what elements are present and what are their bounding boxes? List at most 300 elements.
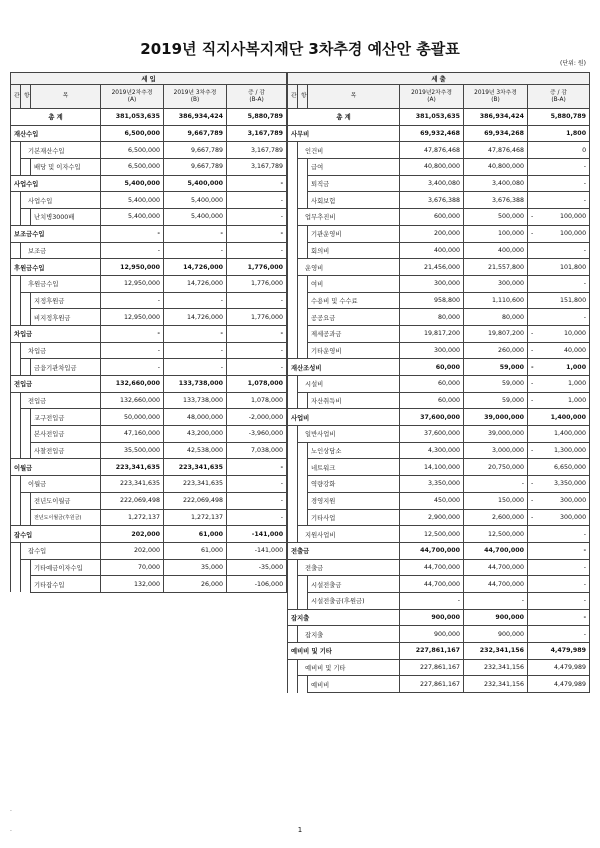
gwan-spacer xyxy=(288,292,298,309)
hang-label: 일반사업비 xyxy=(298,426,400,443)
gwan-spacer xyxy=(288,309,298,326)
hang-spacer xyxy=(21,576,31,593)
diff-amount xyxy=(227,242,287,259)
curr-amount: 14,726,000 xyxy=(164,275,227,292)
table-row xyxy=(288,209,590,226)
gwan-spacer xyxy=(11,576,21,593)
table-row xyxy=(288,509,590,526)
diff-value: 10,000 xyxy=(564,330,587,338)
table-row xyxy=(288,125,590,142)
diff-value: - xyxy=(583,313,587,321)
diff-value: - xyxy=(280,363,284,371)
gwan-spacer xyxy=(11,409,21,426)
curr-amount: 40,800,000 xyxy=(464,159,528,176)
hang-spacer xyxy=(21,442,31,459)
hang-label: 이월금 xyxy=(21,476,101,493)
curr-amount: 232,341,156 xyxy=(464,643,528,660)
col-prev: 2019년2차추경 (A) xyxy=(101,85,164,109)
hang-spacer xyxy=(298,175,308,192)
diff-value: 0 xyxy=(582,146,587,154)
diff-amount xyxy=(227,125,287,142)
diff-value: 300,000 xyxy=(560,497,587,505)
diff-value: 1,800 xyxy=(566,130,587,138)
hang-spacer xyxy=(298,225,308,242)
mok-label: 사회보험 xyxy=(308,192,400,209)
diff-value: - xyxy=(280,346,284,354)
diff-amount xyxy=(528,659,590,676)
diff-amount xyxy=(227,309,287,326)
mok-label: 배당 및 이자수입 xyxy=(31,159,101,176)
table-row xyxy=(11,426,287,443)
minus-sign: - xyxy=(531,330,534,338)
diff-value: 4,479,989 xyxy=(554,664,587,672)
prev-amount: 600,000 xyxy=(400,209,464,226)
mok-label: 전년도이월금 xyxy=(31,492,101,509)
hang-label: 사업수입 xyxy=(21,192,101,209)
curr-amount: 222,069,498 xyxy=(164,492,227,509)
gwan-spacer xyxy=(288,376,298,393)
table-row xyxy=(288,609,590,626)
curr-amount: 61,000 xyxy=(164,526,227,543)
mok-label: 기타잡수입 xyxy=(31,576,101,593)
curr-amount: 5,400,000 xyxy=(164,192,227,209)
prev-amount: 900,000 xyxy=(400,609,464,626)
prev-amount: - xyxy=(101,359,164,376)
curr-amount: 386,934,424 xyxy=(164,109,227,126)
col-mok: 목 xyxy=(31,85,101,109)
hang-label: 지원사업비 xyxy=(298,526,400,543)
diff-amount xyxy=(528,492,590,509)
curr-amount: 9,667,789 xyxy=(164,159,227,176)
diff-amount xyxy=(227,426,287,443)
curr-amount: 900,000 xyxy=(464,609,528,626)
table-row xyxy=(11,542,287,559)
diff-value: 5,880,789 xyxy=(550,113,587,121)
diff-amount xyxy=(528,576,590,593)
diff-amount xyxy=(227,209,287,226)
gwan-label: 잡수입 xyxy=(11,526,101,543)
hang-spacer xyxy=(21,159,31,176)
unit-label: (단위: 원) xyxy=(560,60,586,67)
prev-amount: 37,600,000 xyxy=(400,426,464,443)
gwan-spacer xyxy=(288,659,298,676)
diff-amount xyxy=(528,426,590,443)
prev-amount: 2,900,000 xyxy=(400,509,464,526)
diff-amount xyxy=(227,459,287,476)
diff-value: 300,000 xyxy=(560,513,587,521)
hang-label: 운영비 xyxy=(298,259,400,276)
prev-amount: 223,341,635 xyxy=(101,476,164,493)
curr-amount: - xyxy=(164,225,227,242)
prev-amount: 4,300,000 xyxy=(400,442,464,459)
curr-amount: 39,000,000 xyxy=(464,409,528,426)
diff-value: 3,167,789 xyxy=(247,130,284,138)
hang-spacer xyxy=(298,492,308,509)
mok-label: 급여 xyxy=(308,159,400,176)
curr-amount: - xyxy=(164,359,227,376)
mok-label: 노인상담소 xyxy=(308,442,400,459)
table-row xyxy=(288,659,590,676)
col-diff: 증 / 감 (B-A) xyxy=(528,85,590,109)
table-row xyxy=(11,576,287,593)
hang-spacer xyxy=(298,476,308,493)
scan-mark: . xyxy=(10,806,12,813)
diff-value: 5,880,789 xyxy=(247,113,284,121)
prev-amount: - xyxy=(101,342,164,359)
hang-label: 시설비 xyxy=(298,376,400,393)
table-row xyxy=(288,392,590,409)
prev-amount: - xyxy=(101,292,164,309)
hang-spacer xyxy=(298,159,308,176)
expense-header: 세 출 xyxy=(288,73,590,85)
page-number: 1 xyxy=(297,826,303,834)
diff-value: - xyxy=(583,163,587,171)
col-curr: 2019년 3차추경 (B) xyxy=(164,85,227,109)
diff-amount xyxy=(528,325,590,342)
diff-amount xyxy=(528,409,590,426)
prev-amount: 300,000 xyxy=(400,342,464,359)
hang-label: 보조금 xyxy=(21,242,101,259)
col-curr: 2019년 3차추경 (B) xyxy=(464,85,528,109)
prev-amount: 222,069,498 xyxy=(101,492,164,509)
prev-amount: 6,500,000 xyxy=(101,159,164,176)
table-row xyxy=(11,175,287,192)
gwan-spacer xyxy=(288,209,298,226)
prev-amount: 6,500,000 xyxy=(101,125,164,142)
diff-amount xyxy=(227,192,287,209)
gwan-spacer xyxy=(288,275,298,292)
col-hang: 항 xyxy=(21,85,31,109)
diff-amount xyxy=(227,442,287,459)
diff-value: 3,167,789 xyxy=(251,146,284,154)
mok-label: 비지정후원금 xyxy=(31,309,101,326)
hang-spacer xyxy=(298,442,308,459)
diff-value: 1,000 xyxy=(568,380,587,388)
hang-spacer xyxy=(21,309,31,326)
hang-label: 전출금 xyxy=(298,559,400,576)
gwan-spacer xyxy=(288,142,298,159)
table-row xyxy=(11,192,287,209)
gwan-label: 잡지출 xyxy=(288,609,400,626)
diff-amount xyxy=(528,259,590,276)
hang-spacer xyxy=(21,409,31,426)
table-row xyxy=(288,559,590,576)
total-label: 총 계 xyxy=(288,109,400,126)
gwan-spacer xyxy=(11,159,21,176)
prev-amount: 132,660,000 xyxy=(101,376,164,393)
diff-amount xyxy=(528,676,590,693)
diff-amount xyxy=(227,159,287,176)
curr-amount: 43,200,000 xyxy=(164,426,227,443)
prev-amount: 223,341,635 xyxy=(101,459,164,476)
hang-spacer xyxy=(298,325,308,342)
diff-value: - xyxy=(583,246,587,254)
diff-amount xyxy=(528,209,590,226)
prev-amount: 381,053,635 xyxy=(400,109,464,126)
minus-sign: - xyxy=(531,346,534,354)
gwan-spacer xyxy=(288,626,298,643)
hang-spacer xyxy=(298,292,308,309)
table-row xyxy=(11,225,287,242)
diff-value: - xyxy=(280,513,284,521)
curr-amount: 26,000 xyxy=(164,576,227,593)
gwan-label: 후원금수입 xyxy=(11,259,101,276)
gwan-spacer xyxy=(288,392,298,409)
mok-label: 네트워크 xyxy=(308,459,400,476)
diff-amount xyxy=(227,392,287,409)
table-row xyxy=(288,292,590,309)
prev-amount: - xyxy=(101,242,164,259)
diff-value: - xyxy=(280,180,284,188)
col-gwan: 관 xyxy=(288,85,298,109)
prev-amount: 900,000 xyxy=(400,626,464,643)
diff-amount xyxy=(227,492,287,509)
diff-amount xyxy=(528,125,590,142)
diff-value: 151,800 xyxy=(560,296,587,304)
prev-amount: 300,000 xyxy=(400,275,464,292)
table-row xyxy=(288,626,590,643)
gwan-spacer xyxy=(11,442,21,459)
prev-amount: - xyxy=(101,325,164,342)
diff-amount xyxy=(227,142,287,159)
diff-amount xyxy=(528,192,590,209)
diff-value: -35,000 xyxy=(258,563,284,571)
mok-label: 회의비 xyxy=(308,242,400,259)
curr-amount: 400,000 xyxy=(464,242,528,259)
diff-value: -141,000 xyxy=(254,547,284,555)
diff-value: - xyxy=(280,480,284,488)
gwan-spacer xyxy=(288,526,298,543)
gwan-spacer xyxy=(11,142,21,159)
diff-value: 1,776,000 xyxy=(251,280,284,288)
minus-sign: - xyxy=(531,230,534,238)
table-row xyxy=(288,325,590,342)
mok-label: 예비비 xyxy=(308,676,400,693)
hang-spacer xyxy=(298,275,308,292)
mok-label: 사찰전입금 xyxy=(31,442,101,459)
mok-label: 경영지원 xyxy=(308,492,400,509)
table-row xyxy=(288,275,590,292)
diff-value: - xyxy=(280,463,284,471)
diff-amount xyxy=(227,576,287,593)
table-row xyxy=(288,442,590,459)
curr-amount: 80,000 xyxy=(464,309,528,326)
prev-amount: 44,700,000 xyxy=(400,576,464,593)
diff-value: 1,078,000 xyxy=(247,380,284,388)
gwan-spacer xyxy=(288,426,298,443)
diff-value: - xyxy=(280,296,284,304)
hang-spacer xyxy=(298,592,308,609)
prev-amount: 12,950,000 xyxy=(101,275,164,292)
curr-amount: 150,000 xyxy=(464,492,528,509)
gwan-spacer xyxy=(288,225,298,242)
diff-amount xyxy=(227,225,287,242)
mok-label: 기타사업 xyxy=(308,509,400,526)
diff-value: 1,400,000 xyxy=(554,430,587,438)
table-row xyxy=(11,526,287,543)
curr-amount: - xyxy=(464,476,528,493)
gwan-spacer xyxy=(288,192,298,209)
hang-spacer xyxy=(298,342,308,359)
diff-amount xyxy=(528,459,590,476)
diff-amount xyxy=(528,175,590,192)
table-row xyxy=(288,259,590,276)
diff-amount xyxy=(528,643,590,660)
diff-value: -3,960,000 xyxy=(248,430,284,438)
diff-amount xyxy=(227,542,287,559)
curr-amount: 1,110,600 xyxy=(464,292,528,309)
hang-spacer xyxy=(298,459,308,476)
diff-amount xyxy=(227,559,287,576)
gwan-spacer xyxy=(288,676,298,693)
gwan-label: 차입금 xyxy=(11,325,101,342)
gwan-spacer xyxy=(288,509,298,526)
gwan-spacer xyxy=(11,492,21,509)
mok-label: 교구전입금 xyxy=(31,409,101,426)
diff-value: 7,038,000 xyxy=(251,447,284,455)
hang-spacer xyxy=(298,242,308,259)
prev-amount: 958,800 xyxy=(400,292,464,309)
hang-label: 잡지출 xyxy=(298,626,400,643)
diff-value: 4,479,989 xyxy=(550,647,587,655)
curr-amount: 3,400,080 xyxy=(464,175,528,192)
diff-value: -106,000 xyxy=(254,580,284,588)
diff-amount xyxy=(227,259,287,276)
diff-amount xyxy=(528,376,590,393)
diff-amount xyxy=(528,476,590,493)
table-row xyxy=(288,342,590,359)
prev-amount: 3,676,388 xyxy=(400,192,464,209)
curr-amount: 3,676,388 xyxy=(464,192,528,209)
gwan-label: 전출금 xyxy=(288,542,400,559)
diff-amount xyxy=(528,392,590,409)
minus-sign: - xyxy=(531,363,534,371)
diff-value: - xyxy=(583,563,587,571)
hang-label: 예비비 및 기타 xyxy=(298,659,400,676)
table-row xyxy=(288,159,590,176)
curr-amount: 44,700,000 xyxy=(464,576,528,593)
gwan-label: 사업수입 xyxy=(11,175,101,192)
diff-value: 101,800 xyxy=(560,263,587,271)
table-row xyxy=(11,459,287,476)
minus-sign: - xyxy=(531,213,534,221)
table-row xyxy=(288,459,590,476)
curr-amount: 47,876,468 xyxy=(464,142,528,159)
prev-amount: 5,400,000 xyxy=(101,209,164,226)
prev-amount: 21,456,000 xyxy=(400,259,464,276)
prev-amount: 37,600,000 xyxy=(400,409,464,426)
expense-table xyxy=(287,72,590,693)
mok-label: 여비 xyxy=(308,275,400,292)
diff-value: - xyxy=(280,230,284,238)
curr-amount: 42,538,000 xyxy=(164,442,227,459)
hang-spacer xyxy=(298,392,308,409)
hang-label: 전입금 xyxy=(21,392,101,409)
mok-label: 역량강화 xyxy=(308,476,400,493)
gwan-spacer xyxy=(288,442,298,459)
hang-spacer xyxy=(21,209,31,226)
table-row xyxy=(11,142,287,159)
table-row xyxy=(288,225,590,242)
prev-amount: 47,876,468 xyxy=(400,142,464,159)
prev-amount: 19,817,200 xyxy=(400,325,464,342)
diff-value: 1,000 xyxy=(566,363,587,371)
diff-amount xyxy=(528,275,590,292)
revenue-table xyxy=(10,72,287,593)
col-diff: 증 / 감 (B-A) xyxy=(227,85,287,109)
prev-amount: 35,500,000 xyxy=(101,442,164,459)
curr-amount: 35,000 xyxy=(164,559,227,576)
minus-sign: - xyxy=(531,513,534,521)
gwan-spacer xyxy=(11,242,21,259)
table-row xyxy=(11,392,287,409)
col-gwan: 관 xyxy=(11,85,21,109)
curr-amount: 39,000,000 xyxy=(464,426,528,443)
diff-amount xyxy=(528,159,590,176)
diff-value: 40,000 xyxy=(564,346,587,354)
table-row xyxy=(288,109,590,126)
curr-amount: - xyxy=(164,242,227,259)
diff-value: - xyxy=(583,597,587,605)
prev-amount: 69,932,468 xyxy=(400,125,464,142)
gwan-spacer xyxy=(288,342,298,359)
mok-label: 수용비 및 수수료 xyxy=(308,292,400,309)
curr-amount: 5,400,000 xyxy=(164,209,227,226)
table-row xyxy=(288,476,590,493)
diff-amount xyxy=(528,342,590,359)
diff-value: - xyxy=(280,246,284,254)
hang-label: 기본재산수입 xyxy=(21,142,101,159)
diff-amount xyxy=(227,376,287,393)
table-row xyxy=(288,592,590,609)
mok-label: 공공요금 xyxy=(308,309,400,326)
revenue-header: 세 입 xyxy=(11,73,287,85)
prev-amount: 202,000 xyxy=(101,542,164,559)
mok-label: 퇴직금 xyxy=(308,175,400,192)
mok-label: 지정후원금 xyxy=(31,292,101,309)
curr-amount: 300,000 xyxy=(464,275,528,292)
diff-value: 100,000 xyxy=(560,230,587,238)
curr-amount: 14,726,000 xyxy=(164,259,227,276)
diff-amount xyxy=(528,109,590,126)
hang-spacer xyxy=(298,309,308,326)
prev-amount: 3,400,080 xyxy=(400,175,464,192)
gwan-spacer xyxy=(288,242,298,259)
hang-label: 차입금 xyxy=(21,342,101,359)
mok-label: 기관운영비 xyxy=(308,225,400,242)
hang-label: 인건비 xyxy=(298,142,400,159)
diff-amount xyxy=(528,509,590,526)
total-label: 총 계 xyxy=(11,109,101,126)
gwan-spacer xyxy=(288,576,298,593)
curr-amount: 5,400,000 xyxy=(164,175,227,192)
mok-label: 전년도이월금(후원금) xyxy=(31,509,101,526)
diff-value: - xyxy=(583,580,587,588)
diff-amount xyxy=(227,109,287,126)
prev-amount: 227,861,167 xyxy=(400,676,464,693)
table-row xyxy=(288,175,590,192)
table-row xyxy=(11,275,287,292)
col-mok: 목 xyxy=(308,85,400,109)
diff-value: - xyxy=(280,330,284,338)
hang-label: 업무추진비 xyxy=(298,209,400,226)
diff-amount xyxy=(528,359,590,376)
diff-value: - xyxy=(583,196,587,204)
prev-amount: 80,000 xyxy=(400,309,464,326)
diff-value: - xyxy=(280,497,284,505)
curr-amount: 44,700,000 xyxy=(464,542,528,559)
gwan-spacer xyxy=(11,192,21,209)
